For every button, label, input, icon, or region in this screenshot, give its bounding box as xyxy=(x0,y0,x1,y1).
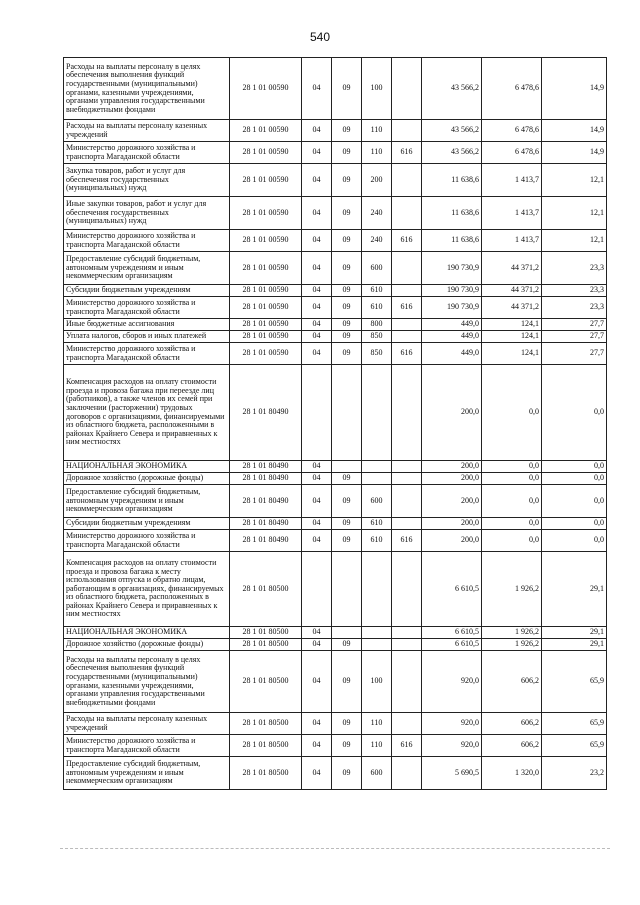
row-executed-amount: 124,1 xyxy=(482,331,542,343)
row-code: 28 1 01 00590 xyxy=(230,319,302,331)
row-subsection: 09 xyxy=(332,120,362,142)
row-admin-code xyxy=(392,252,422,285)
row-expense-type: 240 xyxy=(362,230,392,252)
table-row xyxy=(64,735,607,757)
row-code: 28 1 01 00590 xyxy=(230,197,302,230)
row-execution-percent: 65,9 xyxy=(542,713,607,735)
row-name: Дорожное хозяйство (дорожные фонды) xyxy=(64,639,230,651)
row-admin-code xyxy=(392,639,422,651)
row-executed-amount: 1 413,7 xyxy=(482,164,542,197)
row-expense-type: 200 xyxy=(362,164,392,197)
row-admin-code xyxy=(392,197,422,230)
row-code: 28 1 01 80500 xyxy=(230,627,302,639)
row-expense-type: 110 xyxy=(362,120,392,142)
row-name: НАЦИОНАЛЬНАЯ ЭКОНОМИКА xyxy=(64,627,230,639)
row-code: 28 1 01 00590 xyxy=(230,343,302,365)
row-planned-amount: 43 566,2 xyxy=(422,58,482,120)
row-admin-code xyxy=(392,319,422,331)
row-planned-amount: 200,0 xyxy=(422,485,482,518)
row-admin-code xyxy=(392,627,422,639)
row-admin-code xyxy=(392,164,422,197)
row-execution-percent: 65,9 xyxy=(542,735,607,757)
row-expense-type: 110 xyxy=(362,142,392,164)
row-subsection: 09 xyxy=(332,252,362,285)
row-name: Дорожное хозяйство (дорожные фонды) xyxy=(64,473,230,485)
row-planned-amount: 200,0 xyxy=(422,473,482,485)
row-code: 28 1 01 80490 xyxy=(230,530,302,552)
row-section: 04 xyxy=(302,461,332,473)
row-execution-percent: 14,9 xyxy=(542,120,607,142)
row-admin-code xyxy=(392,331,422,343)
row-admin-code: 616 xyxy=(392,142,422,164)
row-planned-amount: 11 638,6 xyxy=(422,164,482,197)
row-code: 28 1 01 00590 xyxy=(230,142,302,164)
table-row xyxy=(64,120,607,142)
row-admin-code xyxy=(392,518,422,530)
row-execution-percent: 29,1 xyxy=(542,552,607,627)
row-admin-code xyxy=(392,120,422,142)
table-row xyxy=(64,651,607,713)
row-subsection: 09 xyxy=(332,331,362,343)
row-code: 28 1 01 00590 xyxy=(230,164,302,197)
row-execution-percent: 23,3 xyxy=(542,285,607,297)
row-expense-type xyxy=(362,552,392,627)
table-row xyxy=(64,518,607,530)
row-code: 28 1 01 00590 xyxy=(230,331,302,343)
row-expense-type: 610 xyxy=(362,285,392,297)
row-name: Расходы на выплаты персоналу в целях обеспечения выполнения функций государственными (муниципальными) органами, казенными учреждениями, органами управления государственными внебюджетными фондами xyxy=(64,58,230,120)
row-admin-code xyxy=(392,365,422,461)
row-subsection: 09 xyxy=(332,485,362,518)
row-subsection: 09 xyxy=(332,197,362,230)
row-subsection: 09 xyxy=(332,530,362,552)
row-executed-amount: 0,0 xyxy=(482,530,542,552)
row-admin-code xyxy=(392,757,422,790)
row-name: Предоставление субсидий бюджетным, автономным учреждениям и иным некоммерческим организациям xyxy=(64,485,230,518)
row-subsection: 09 xyxy=(332,713,362,735)
row-admin-code xyxy=(392,285,422,297)
table-row xyxy=(64,461,607,473)
row-code: 28 1 01 80490 xyxy=(230,518,302,530)
row-executed-amount: 6 478,6 xyxy=(482,120,542,142)
row-code: 28 1 01 80500 xyxy=(230,651,302,713)
row-section: 04 xyxy=(302,297,332,319)
row-admin-code xyxy=(392,485,422,518)
row-subsection: 09 xyxy=(332,757,362,790)
row-execution-percent: 12,1 xyxy=(542,197,607,230)
table-row xyxy=(64,197,607,230)
row-planned-amount: 6 610,5 xyxy=(422,627,482,639)
row-planned-amount: 920,0 xyxy=(422,713,482,735)
row-expense-type: 800 xyxy=(362,319,392,331)
row-expense-type xyxy=(362,473,392,485)
table-row xyxy=(64,627,607,639)
row-execution-percent: 65,9 xyxy=(542,651,607,713)
row-execution-percent: 0,0 xyxy=(542,530,607,552)
scan-noise-line xyxy=(60,848,610,850)
row-executed-amount: 606,2 xyxy=(482,735,542,757)
row-planned-amount: 43 566,2 xyxy=(422,120,482,142)
row-execution-percent: 27,7 xyxy=(542,343,607,365)
row-executed-amount: 1 320,0 xyxy=(482,757,542,790)
row-executed-amount: 606,2 xyxy=(482,651,542,713)
row-section: 04 xyxy=(302,331,332,343)
row-executed-amount: 44 371,2 xyxy=(482,285,542,297)
table-row xyxy=(64,343,607,365)
row-executed-amount: 606,2 xyxy=(482,713,542,735)
row-name: Иные бюджетные ассигнования xyxy=(64,319,230,331)
row-planned-amount: 449,0 xyxy=(422,343,482,365)
row-admin-code xyxy=(392,461,422,473)
row-name: Субсидии бюджетным учреждениям xyxy=(64,518,230,530)
row-name: Министерство дорожного хозяйства и транспорта Магаданской области xyxy=(64,530,230,552)
row-name: Расходы на выплаты персоналу казенных учреждений xyxy=(64,120,230,142)
row-subsection: 09 xyxy=(332,735,362,757)
row-section xyxy=(302,552,332,627)
row-name: Министерство дорожного хозяйства и транспорта Магаданской области xyxy=(64,230,230,252)
row-executed-amount: 1 926,2 xyxy=(482,627,542,639)
row-execution-percent: 23,3 xyxy=(542,252,607,285)
row-executed-amount: 1 926,2 xyxy=(482,552,542,627)
row-planned-amount: 449,0 xyxy=(422,331,482,343)
row-section: 04 xyxy=(302,713,332,735)
row-planned-amount: 43 566,2 xyxy=(422,142,482,164)
row-planned-amount: 920,0 xyxy=(422,735,482,757)
row-planned-amount: 5 690,5 xyxy=(422,757,482,790)
row-section: 04 xyxy=(302,252,332,285)
table-row xyxy=(64,142,607,164)
row-execution-percent: 29,1 xyxy=(542,639,607,651)
row-planned-amount: 6 610,5 xyxy=(422,552,482,627)
row-code: 28 1 01 00590 xyxy=(230,230,302,252)
row-code: 28 1 01 80490 xyxy=(230,473,302,485)
row-admin-code: 616 xyxy=(392,735,422,757)
row-expense-type: 100 xyxy=(362,58,392,120)
table-body xyxy=(64,58,607,790)
row-executed-amount: 1 413,7 xyxy=(482,230,542,252)
row-expense-type: 240 xyxy=(362,197,392,230)
row-subsection: 09 xyxy=(332,285,362,297)
row-expense-type xyxy=(362,627,392,639)
row-section: 04 xyxy=(302,473,332,485)
table-row xyxy=(64,252,607,285)
row-section: 04 xyxy=(302,58,332,120)
row-name: Министерство дорожного хозяйства и транспорта Магаданской области xyxy=(64,297,230,319)
row-execution-percent: 27,7 xyxy=(542,319,607,331)
row-executed-amount: 6 478,6 xyxy=(482,142,542,164)
row-section: 04 xyxy=(302,343,332,365)
row-name: Уплата налогов, сборов и иных платежей xyxy=(64,331,230,343)
row-planned-amount: 920,0 xyxy=(422,651,482,713)
table-row xyxy=(64,639,607,651)
row-executed-amount: 0,0 xyxy=(482,461,542,473)
row-execution-percent: 0,0 xyxy=(542,365,607,461)
row-name: Министерство дорожного хозяйства и транспорта Магаданской области xyxy=(64,343,230,365)
row-execution-percent: 14,9 xyxy=(542,58,607,120)
row-name: Закупка товаров, работ и услуг для обеспечения государственных (муниципальных) нужд xyxy=(64,164,230,197)
row-name: Министерство дорожного хозяйства и транспорта Магаданской области xyxy=(64,142,230,164)
row-name: Предоставление субсидий бюджетным, автономным учреждениям и иным некоммерческим организациям xyxy=(64,252,230,285)
row-section: 04 xyxy=(302,142,332,164)
row-execution-percent: 0,0 xyxy=(542,485,607,518)
row-section: 04 xyxy=(302,164,332,197)
table-row xyxy=(64,365,607,461)
row-subsection: 09 xyxy=(332,639,362,651)
row-executed-amount: 124,1 xyxy=(482,319,542,331)
row-section xyxy=(302,365,332,461)
row-subsection: 09 xyxy=(332,142,362,164)
row-execution-percent: 27,7 xyxy=(542,331,607,343)
row-name: Компенсация расходов на оплату стоимости проезда и провоза багажа к месту использования отпуска и обратно лицам, работающим в организациях, финансируемых из областного бюджета, расположенных в районах Крайнего Севера и приравненных к ним местностях xyxy=(64,552,230,627)
table-row xyxy=(64,319,607,331)
row-section: 04 xyxy=(302,627,332,639)
row-code: 28 1 01 00590 xyxy=(230,252,302,285)
row-subsection: 09 xyxy=(332,319,362,331)
row-executed-amount: 1 413,7 xyxy=(482,197,542,230)
row-section: 04 xyxy=(302,120,332,142)
row-admin-code: 616 xyxy=(392,230,422,252)
row-name: Предоставление субсидий бюджетным, автономным учреждениям и иным некоммерческим организациям xyxy=(64,757,230,790)
row-admin-code: 616 xyxy=(392,297,422,319)
row-section: 04 xyxy=(302,197,332,230)
row-planned-amount: 200,0 xyxy=(422,518,482,530)
row-section: 04 xyxy=(302,651,332,713)
row-expense-type: 100 xyxy=(362,651,392,713)
row-planned-amount: 11 638,6 xyxy=(422,197,482,230)
row-section: 04 xyxy=(302,518,332,530)
row-subsection: 09 xyxy=(332,343,362,365)
row-admin-code xyxy=(392,552,422,627)
row-subsection xyxy=(332,627,362,639)
row-expense-type: 110 xyxy=(362,713,392,735)
row-code: 28 1 01 00590 xyxy=(230,120,302,142)
row-admin-code: 616 xyxy=(392,343,422,365)
row-executed-amount: 44 371,2 xyxy=(482,252,542,285)
row-execution-percent: 0,0 xyxy=(542,518,607,530)
row-code: 28 1 01 80490 xyxy=(230,485,302,518)
row-expense-type: 110 xyxy=(362,735,392,757)
row-executed-amount: 6 478,6 xyxy=(482,58,542,120)
row-execution-percent: 12,1 xyxy=(542,164,607,197)
row-planned-amount: 6 610,5 xyxy=(422,639,482,651)
row-admin-code xyxy=(392,713,422,735)
row-expense-type: 610 xyxy=(362,297,392,319)
page-number: 540 xyxy=(309,30,331,44)
row-planned-amount: 200,0 xyxy=(422,365,482,461)
row-admin-code: 616 xyxy=(392,530,422,552)
row-executed-amount: 0,0 xyxy=(482,473,542,485)
table-row xyxy=(64,331,607,343)
row-subsection xyxy=(332,552,362,627)
table-row xyxy=(64,285,607,297)
row-executed-amount: 0,0 xyxy=(482,485,542,518)
row-section: 04 xyxy=(302,319,332,331)
row-code: 28 1 01 80500 xyxy=(230,757,302,790)
row-planned-amount: 190 730,9 xyxy=(422,252,482,285)
row-planned-amount: 190 730,9 xyxy=(422,285,482,297)
row-expense-type: 850 xyxy=(362,343,392,365)
row-section: 04 xyxy=(302,639,332,651)
row-expense-type: 610 xyxy=(362,518,392,530)
row-code: 28 1 01 80490 xyxy=(230,365,302,461)
row-planned-amount: 190 730,9 xyxy=(422,297,482,319)
row-execution-percent: 12,1 xyxy=(542,230,607,252)
row-execution-percent: 0,0 xyxy=(542,461,607,473)
table-row xyxy=(64,530,607,552)
row-execution-percent: 29,1 xyxy=(542,627,607,639)
table-row xyxy=(64,58,607,120)
row-executed-amount: 0,0 xyxy=(482,365,542,461)
table-row xyxy=(64,164,607,197)
row-subsection xyxy=(332,461,362,473)
row-code: 28 1 01 00590 xyxy=(230,58,302,120)
row-name: Иные закупки товаров, работ и услуг для обеспечения государственных (муниципальных) нужд xyxy=(64,197,230,230)
row-planned-amount: 200,0 xyxy=(422,461,482,473)
row-subsection: 09 xyxy=(332,297,362,319)
row-code: 28 1 01 80500 xyxy=(230,552,302,627)
row-subsection: 09 xyxy=(332,164,362,197)
row-executed-amount: 1 926,2 xyxy=(482,639,542,651)
row-expense-type: 600 xyxy=(362,757,392,790)
row-subsection xyxy=(332,365,362,461)
row-subsection: 09 xyxy=(332,518,362,530)
row-section: 04 xyxy=(302,230,332,252)
row-code: 28 1 01 00590 xyxy=(230,297,302,319)
row-section: 04 xyxy=(302,485,332,518)
row-execution-percent: 14,9 xyxy=(542,142,607,164)
row-execution-percent: 23,2 xyxy=(542,757,607,790)
row-code: 28 1 01 00590 xyxy=(230,285,302,297)
table-row xyxy=(64,552,607,627)
row-execution-percent: 0,0 xyxy=(542,473,607,485)
row-subsection: 09 xyxy=(332,651,362,713)
row-executed-amount: 124,1 xyxy=(482,343,542,365)
budget-table xyxy=(63,57,607,790)
row-name: Субсидии бюджетным учреждениям xyxy=(64,285,230,297)
row-expense-type: 610 xyxy=(362,530,392,552)
row-section: 04 xyxy=(302,530,332,552)
row-expense-type xyxy=(362,461,392,473)
row-planned-amount: 449,0 xyxy=(422,319,482,331)
row-planned-amount: 11 638,6 xyxy=(422,230,482,252)
row-code: 28 1 01 80500 xyxy=(230,713,302,735)
row-admin-code xyxy=(392,473,422,485)
row-admin-code xyxy=(392,58,422,120)
row-section: 04 xyxy=(302,285,332,297)
table-row xyxy=(64,757,607,790)
row-name: Компенсация расходов на оплату стоимости проезда и провоза багажа при переезде лиц (работников), а также членов их семей при заключении (расторжении) трудовых договоров с организациями, финансируемыми из областного бюджета, расположенными в районах Крайнего Севера и приравненных к ним местностях xyxy=(64,365,230,461)
row-admin-code xyxy=(392,651,422,713)
row-expense-type xyxy=(362,365,392,461)
row-code: 28 1 01 80490 xyxy=(230,461,302,473)
row-subsection: 09 xyxy=(332,58,362,120)
table-row xyxy=(64,485,607,518)
row-executed-amount: 0,0 xyxy=(482,518,542,530)
row-planned-amount: 200,0 xyxy=(422,530,482,552)
row-section: 04 xyxy=(302,735,332,757)
row-executed-amount: 44 371,2 xyxy=(482,297,542,319)
row-code: 28 1 01 80500 xyxy=(230,639,302,651)
table-row xyxy=(64,473,607,485)
row-expense-type: 850 xyxy=(362,331,392,343)
row-expense-type: 600 xyxy=(362,252,392,285)
row-code: 28 1 01 80500 xyxy=(230,735,302,757)
table-row xyxy=(64,297,607,319)
row-subsection: 09 xyxy=(332,473,362,485)
row-name: Министерство дорожного хозяйства и транспорта Магаданской области xyxy=(64,735,230,757)
table-row xyxy=(64,713,607,735)
row-name: НАЦИОНАЛЬНАЯ ЭКОНОМИКА xyxy=(64,461,230,473)
row-expense-type xyxy=(362,639,392,651)
row-name: Расходы на выплаты персоналу казенных учреждений xyxy=(64,713,230,735)
table-row xyxy=(64,230,607,252)
row-section: 04 xyxy=(302,757,332,790)
row-execution-percent: 23,3 xyxy=(542,297,607,319)
row-name: Расходы на выплаты персоналу в целях обеспечения выполнения функций государственными (муниципальными) органами, казенными учреждениями, органами управления государственными внебюджетными фондами xyxy=(64,651,230,713)
row-expense-type: 600 xyxy=(362,485,392,518)
row-subsection: 09 xyxy=(332,230,362,252)
